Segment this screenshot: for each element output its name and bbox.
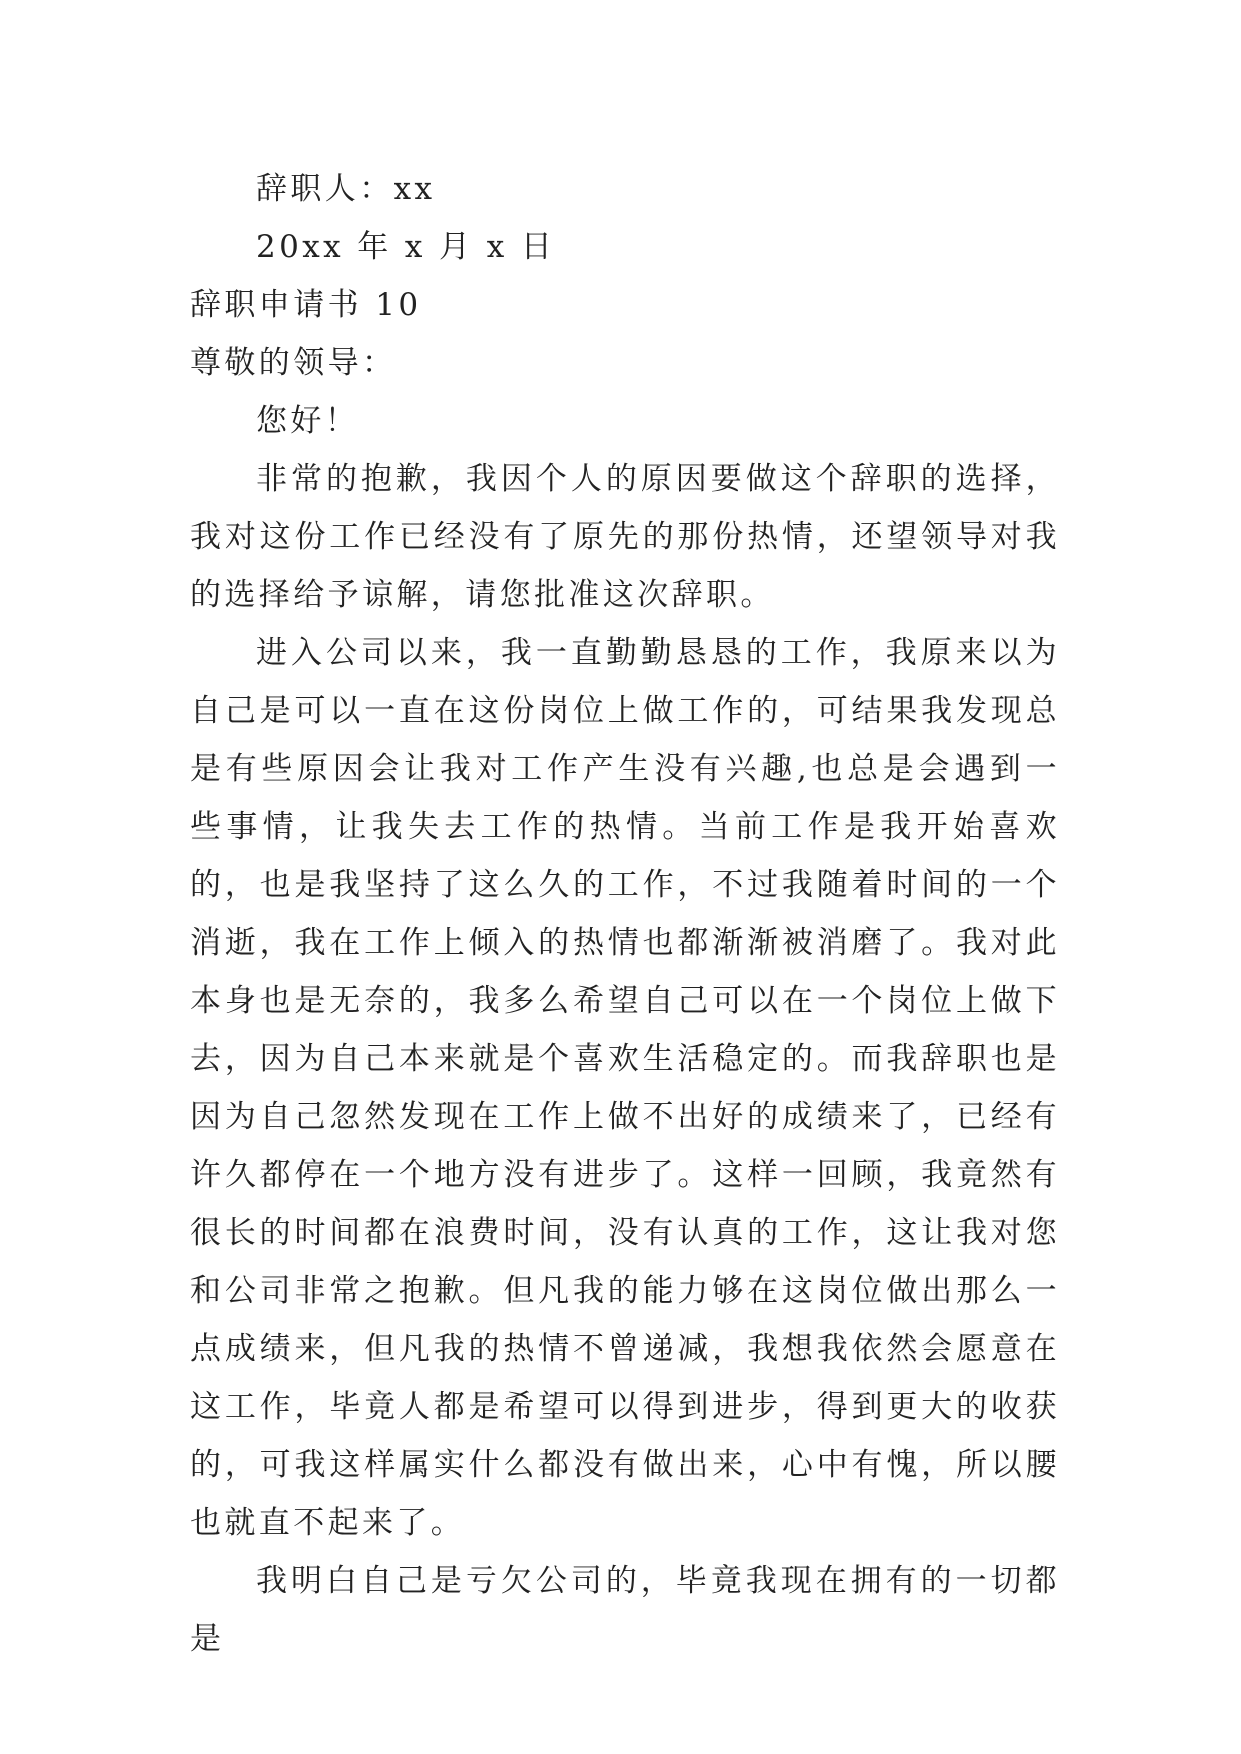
greeting: 您好！ xyxy=(256,403,360,439)
resigner-line: 辞职人：xx xyxy=(256,171,436,207)
paragraph-gratitude: 我明白自己是亏欠公司的，毕竟我现在拥有的一切都是 xyxy=(190,1563,1060,1657)
document-body xyxy=(190,160,1060,1668)
date-line: 20xx 年 x 月 x 日 xyxy=(256,229,556,265)
paragraph-reasons: 进入公司以来，我一直勤勤恳恳的工作，我原来以为自己是可以一直在这份岗位上做工作的，可结果我发现总是有些原因会让我对工作产生没有兴趣,也总是会遇到一些事情，让我失去工作的热情。当前工作是我开始喜欢的，也是我坚持了这么久的工作，不过我随着时间的一个消逝，我在工作上倾入的热情也都渐渐被消磨了。我对此本身也是无奈的，我多么希望自己可以在一个岗位上做下去，因为自己本来就是个喜欢生活稳定的。而我辞职也是因为自己忽然发现在工作上做不出好的成绩来了，已经有许久都停在一个地方没有进步了。这样一回顾，我竟然有很长的时间都在浪费时间，没有认真的工作，这让我对您和公司非常之抱歉。但凡我的能力够在这岗位做出那么一点成绩来，但凡我的热情不曾递减，我想我依然会愿意在这工作，毕竟人都是希望可以得到进步，得到更大的收获的，可我这样属实什么都没有做出来，心中有愧，所以腰也就直不起来了。 xyxy=(190,635,1060,1541)
paragraph-apology: 非常的抱歉，我因个人的原因要做这个辞职的选择，我对这份工作已经没有了原先的那份热情，还望领导对我的选择给予谅解，请您批准这次辞职。 xyxy=(190,461,1060,613)
salutation: 尊敬的领导： xyxy=(190,345,397,381)
letter-title: 辞职申请书 10 xyxy=(190,287,422,323)
